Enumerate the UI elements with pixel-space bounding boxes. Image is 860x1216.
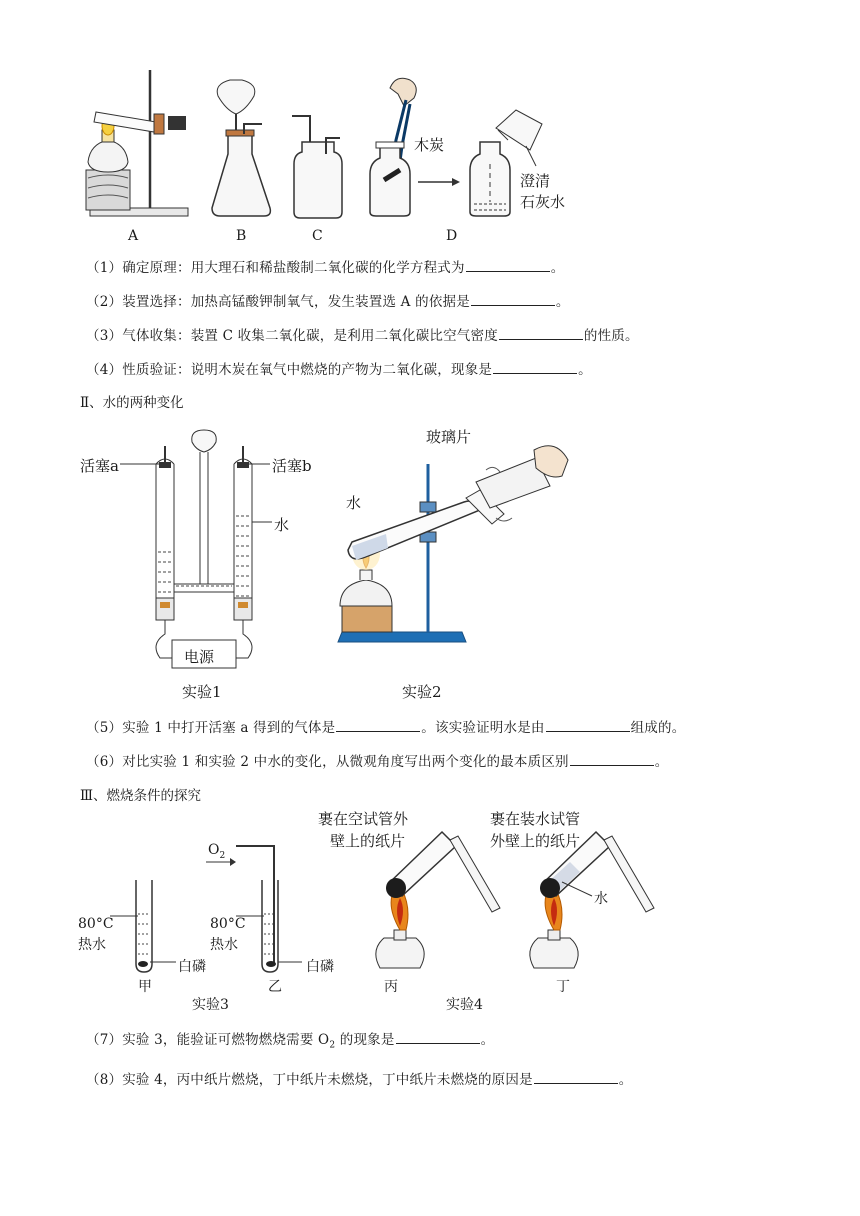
limewater-label-1: 澄清 <box>520 172 551 190</box>
water-label-2: 水 <box>346 494 362 512</box>
section-3-title: Ⅲ、燃烧条件的探究 <box>80 788 202 804</box>
answer-blank[interactable] <box>534 1071 618 1084</box>
label-b: B <box>236 228 247 244</box>
answer-blank[interactable] <box>499 327 583 340</box>
apparatus-c <box>288 114 348 220</box>
charcoal-label: 木炭 <box>414 136 445 154</box>
answer-blank[interactable] <box>336 719 420 732</box>
question-8: （8）实验 4，丙中纸片燃烧，丁中纸片未燃烧，丁中纸片未燃烧的原因是 。 <box>86 1072 633 1088</box>
answer-blank[interactable] <box>466 259 550 272</box>
answer-blank[interactable] <box>471 293 555 306</box>
water-label: 水 <box>274 516 290 534</box>
question-2: （2）装置选择：加热高锰酸钾制氧气，发生装置选 A 的依据是 。 <box>86 294 570 310</box>
apparatus-a <box>82 66 192 218</box>
yi-label: 乙 <box>268 979 282 995</box>
ding-label: 丁 <box>556 979 570 995</box>
bing-label: 丙 <box>384 979 398 995</box>
answer-blank[interactable] <box>570 753 654 766</box>
hot-water-2: 热水 <box>210 937 238 953</box>
o2-label: $O_2$ <box>208 842 226 861</box>
jia-label: 甲 <box>138 979 152 995</box>
question-5: （5）实验 1 中打开活塞 a 得到的气体是 。该实验证明水是由 组成的。 <box>86 720 686 736</box>
glass-plate-label: 玻璃片 <box>426 428 472 446</box>
question-6: （6）对比实验 1 和实验 2 中水的变化，从微观角度写出两个变化的最本质区别 。 <box>86 754 669 770</box>
answer-blank[interactable] <box>546 719 630 732</box>
white-phosphorus-2: 白磷 <box>306 959 334 975</box>
section-2-title: Ⅱ、水的两种变化 <box>80 395 184 411</box>
question-1: （1）确定原理：用大理石和稀盐酸制二氧化碳的化学方程式为 。 <box>86 260 565 276</box>
label-c: C <box>312 228 323 244</box>
water-tube-label-1: 裹在装水试管 <box>490 810 581 828</box>
empty-tube-label-1: 裹在空试管外 <box>318 810 409 828</box>
experiment-1-label: 实验1 <box>182 683 222 701</box>
label-a: A <box>128 228 139 244</box>
white-phosphorus-1: 白磷 <box>178 959 206 975</box>
apparatus-b <box>210 78 274 220</box>
limewater-label-2: 石灰水 <box>520 193 566 211</box>
water-tube-label-2: 外壁上的纸片 <box>490 832 581 850</box>
apparatus-d <box>366 70 546 220</box>
hot-water-1: 热水 <box>78 937 106 953</box>
power-label: 电源 <box>184 648 215 666</box>
stopcock-a-label: 活塞a <box>80 457 119 475</box>
question-4: （4）性质验证：说明木炭在氧气中燃烧的产物为二氧化碳，现象是 。 <box>86 362 592 378</box>
stopcock-b-label: 活塞b <box>272 457 312 475</box>
answer-blank[interactable] <box>396 1031 480 1044</box>
boiling-apparatus <box>316 438 566 648</box>
empty-tube-label-2: 壁上的纸片 <box>330 832 406 850</box>
experiment-2-label: 实验2 <box>402 683 442 701</box>
experiment-3-label: 实验3 <box>192 997 229 1013</box>
hot-water-temp-1: 80°C <box>78 916 114 932</box>
experiment-4-label: 实验4 <box>446 997 483 1013</box>
hot-water-temp-2: 80°C <box>210 916 246 932</box>
water-label-3: 水 <box>594 891 608 907</box>
label-d: D <box>446 228 458 244</box>
question-3: （3）气体收集：装置 C 收集二氧化碳，是利用二氧化碳比空气密度 的性质。 <box>86 328 639 344</box>
answer-blank[interactable] <box>493 361 577 374</box>
question-7: （7）实验 3，能验证可燃物燃烧需要 $O_2$ 的现象是 。 <box>86 1032 495 1051</box>
